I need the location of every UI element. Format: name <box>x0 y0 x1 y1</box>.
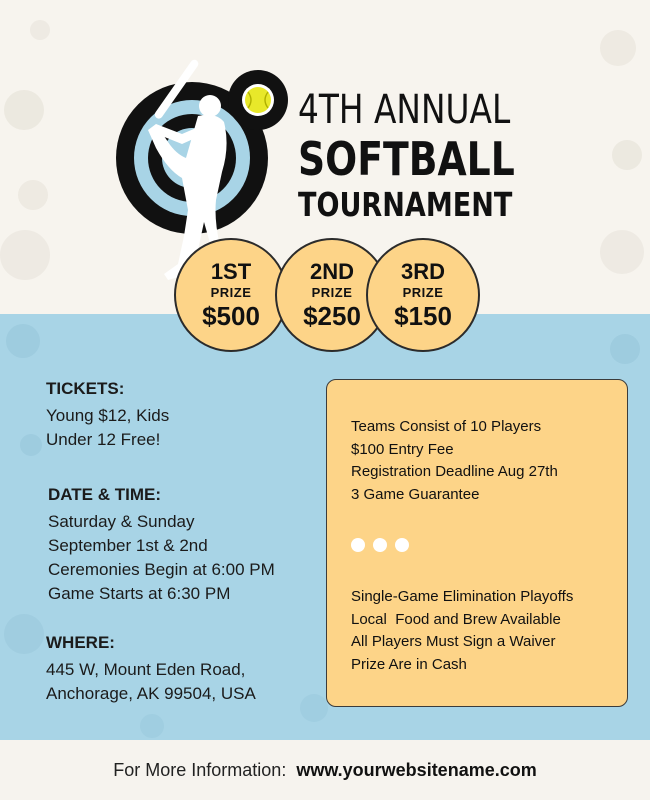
tickets-section <box>46 378 169 452</box>
where-line: Anchorage, AK 99504, USA <box>46 684 256 703</box>
datetime-line: Saturday & Sunday <box>48 512 195 531</box>
prize-amount: $500 <box>202 301 260 331</box>
details-line: All Players Must Sign a Waiver <box>351 633 556 650</box>
details-card <box>326 379 628 707</box>
dot <box>395 538 409 552</box>
where-line: 445 W, Mount Eden Road, <box>46 660 246 679</box>
prize-place: 3RD <box>400 259 445 284</box>
details-line: Local Food and Brew Available <box>351 610 561 628</box>
event-title <box>298 88 598 224</box>
details-line: 3 Game Guarantee <box>351 485 480 503</box>
tickets-heading: TICKETS: <box>46 379 125 398</box>
title-line-softball: SOFTBALL <box>298 132 515 186</box>
tickets-line: Under 12 Free! <box>46 430 161 449</box>
where-heading: WHERE: <box>46 633 115 652</box>
footer <box>0 740 650 800</box>
details-group-rules <box>351 586 573 676</box>
title-line-annual: 4TH ANNUAL <box>298 87 511 133</box>
details-group-teams <box>351 416 558 506</box>
prize-place: 1ST <box>210 259 252 284</box>
details-line: $100 Entry Fee <box>351 440 454 458</box>
datetime-section <box>46 484 275 606</box>
dot <box>351 538 365 552</box>
datetime-line: September 1st & 2nd <box>48 536 208 555</box>
where-section <box>46 632 256 706</box>
prize-label: PRIZE <box>402 285 444 300</box>
datetime-line: Ceremonies Begin at 6:00 PM <box>48 560 275 579</box>
title-line-tournament: TOURNAMENT <box>298 185 513 224</box>
tickets-line: Young $12, Kids <box>46 406 170 425</box>
prize-amount: $250 <box>303 301 361 331</box>
website-link[interactable]: www.yourwebsitename.com <box>296 759 537 780</box>
details-line: Single-Game Elimination Playoffs <box>351 588 574 605</box>
softball-icon <box>245 87 271 113</box>
prize-place: 2ND <box>309 259 354 284</box>
prize-amount: $150 <box>394 301 452 331</box>
details-line: Teams Consist of 10 Players <box>351 418 542 435</box>
separator-dots <box>351 538 409 552</box>
prize-third <box>366 238 480 352</box>
prize-label: PRIZE <box>311 285 353 300</box>
datetime-line: Game Starts at 6:30 PM <box>48 584 231 603</box>
prize-label: PRIZE <box>210 285 252 300</box>
details-line: Registration Deadline Aug 27th <box>351 463 558 480</box>
footer-label: For More Information: <box>113 759 287 780</box>
datetime-heading: DATE & TIME: <box>48 485 162 504</box>
prize-first <box>174 238 288 352</box>
dot <box>373 538 387 552</box>
details-line: Prize Are in Cash <box>351 655 467 673</box>
